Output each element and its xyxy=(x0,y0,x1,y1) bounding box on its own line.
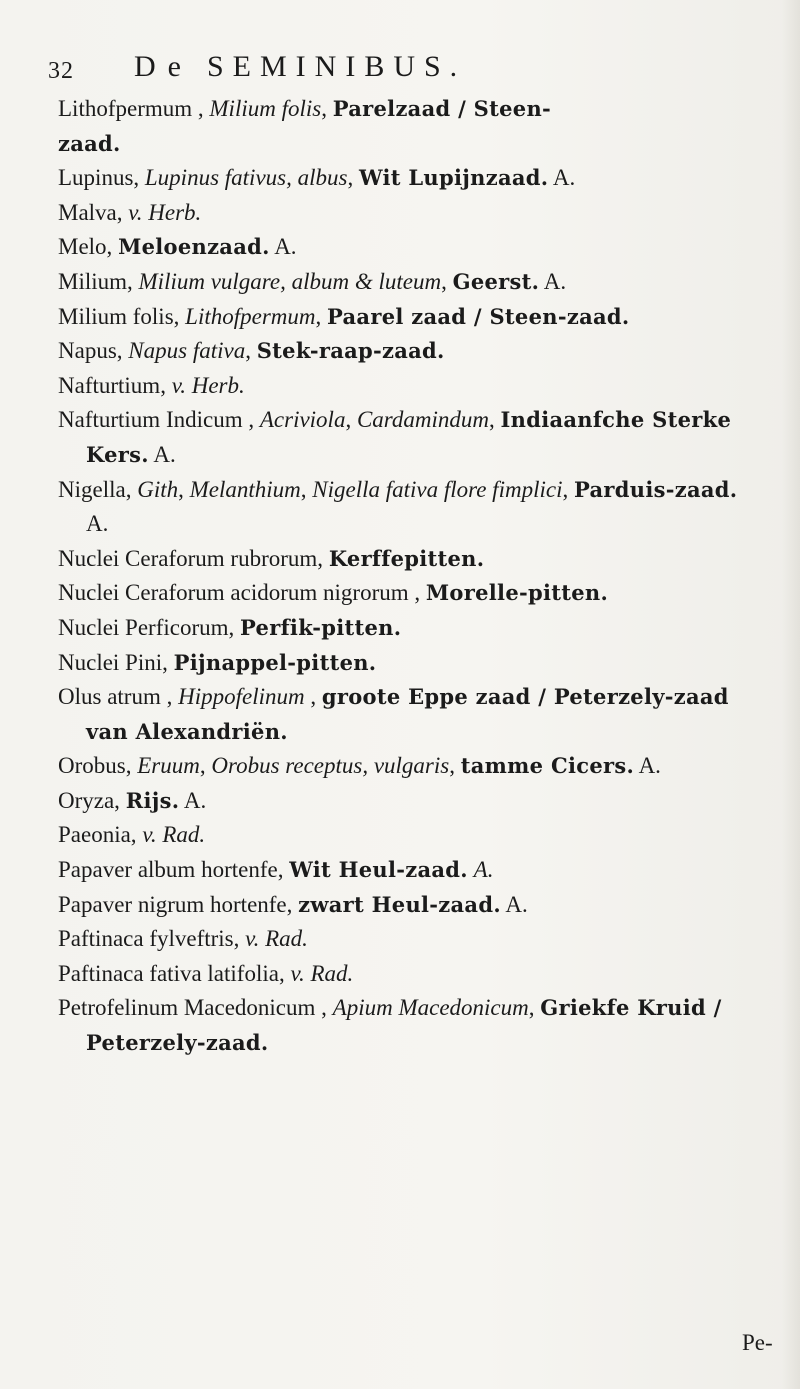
dutch-name: zwart Heul-zaad. xyxy=(298,891,501,917)
entry-text: , xyxy=(321,96,333,121)
entry xyxy=(58,991,764,1060)
entry-text: , xyxy=(347,165,359,191)
dutch-name: Rijs. xyxy=(125,787,180,813)
entry-text: Olus atrum , xyxy=(58,684,179,710)
entry-text: A. xyxy=(86,511,109,537)
dutch-name: Meloenzaad. xyxy=(118,234,270,260)
entry-text: Melo, xyxy=(58,234,119,260)
latin-synonym: v. Herb. xyxy=(128,199,202,225)
entry xyxy=(58,230,764,265)
entry xyxy=(58,818,764,853)
latin-synonym: Melanthium xyxy=(189,476,301,502)
entry-text: , xyxy=(178,476,190,502)
entry-text: Papaver nigrum hortenfe, xyxy=(58,891,299,917)
entry-text: Lithofpermum , xyxy=(58,96,210,121)
page-header xyxy=(48,50,748,90)
page-edge-shadow xyxy=(782,0,800,1389)
latin-synonym: Hippofelinum xyxy=(178,684,305,710)
entry-text: Malva, xyxy=(58,199,129,225)
entry-text: , xyxy=(304,684,322,710)
entry xyxy=(58,646,764,681)
latin-synonym: v. Herb. xyxy=(171,372,245,398)
entry-text: Papaver album hortenfe, xyxy=(58,857,290,883)
latin-synonym: Apium Macedonicum xyxy=(332,995,529,1021)
entry xyxy=(58,300,764,335)
dutch-name: Stek-raap-zaad. xyxy=(256,338,445,364)
latin-synonym: Acriviola xyxy=(259,407,346,433)
entry xyxy=(58,853,764,888)
entry-text: Paeonia, xyxy=(58,822,143,848)
entry-text: A. xyxy=(179,787,207,813)
entry-text: , xyxy=(441,268,453,294)
latin-synonym: v. Rad. xyxy=(142,822,206,848)
dutch-name: groote Eppe zaad / Peterzely-zaad van Alexandriën. xyxy=(86,684,729,744)
entry-text: Nuclei Perficorum, xyxy=(58,614,241,640)
running-title xyxy=(134,50,466,84)
entry-text: Milium, xyxy=(58,268,139,294)
entry xyxy=(58,888,764,923)
entry-text: Nuclei Ceraforum rubrorum, xyxy=(58,545,329,571)
seed-entries-list xyxy=(58,92,764,1061)
entry xyxy=(58,369,764,404)
entry xyxy=(58,611,764,646)
entry-text: , xyxy=(245,338,257,364)
dutch-name: Parelzaad / Steen- xyxy=(332,96,552,121)
entry xyxy=(58,542,764,577)
entry-text: Nafturtium, xyxy=(58,372,172,398)
latin-synonym: Lithofpermum xyxy=(185,303,316,329)
dutch-name: Paarel zaad / Steen-zaad. xyxy=(327,303,630,329)
entry xyxy=(58,749,764,784)
latin-synonym: Milium vulgare, album & luteum xyxy=(138,268,442,294)
entry-text: A. xyxy=(500,891,528,917)
latin-synonym: Cardamindum xyxy=(356,407,490,433)
dutch-name: Wit Heul-zaad. xyxy=(289,857,468,883)
dutch-name: Wit Lupijnzaad. xyxy=(358,165,549,191)
entry xyxy=(58,957,764,992)
entry-text: , xyxy=(562,476,574,502)
entry xyxy=(58,922,764,957)
entry-text: A. xyxy=(269,234,297,260)
entry-text: Orobus, xyxy=(58,753,138,779)
entry-text: Petrofelinum Macedonicum , xyxy=(58,995,333,1021)
running-title-main: SEMINIBUS. xyxy=(206,50,467,83)
dutch-name: Griekfe Kruid / Peterzely-zaad. xyxy=(86,995,722,1056)
entry-text: , xyxy=(489,407,501,433)
entry-text: , xyxy=(449,753,461,779)
entry-text: , xyxy=(300,476,313,502)
entry-text: A. xyxy=(148,441,176,467)
entry-text: Paftinaca fylveftris, xyxy=(58,926,246,952)
entry xyxy=(58,403,764,472)
catchword: Pe- xyxy=(742,1330,773,1355)
entry xyxy=(58,92,764,127)
entry-text: , xyxy=(345,407,357,433)
entry-text: Nafturtium Indicum , xyxy=(58,407,260,433)
entry-text: Napus, xyxy=(58,338,129,364)
entry-text: , xyxy=(315,303,327,329)
entry xyxy=(58,127,764,162)
latin-synonym: v. Rad. xyxy=(290,960,354,986)
latin-synonym: v. Rad. xyxy=(245,926,308,952)
entry xyxy=(58,196,764,231)
entry-text: , xyxy=(199,753,212,779)
entry-text: Paftinaca fativa latifolia, xyxy=(58,960,291,986)
latin-synonym: Lupinus fativus, albus xyxy=(144,165,348,191)
entry xyxy=(58,334,764,369)
entry-text: Nigella, xyxy=(58,476,138,502)
page-number: 32 xyxy=(48,58,74,84)
entry-text: Lupinus, xyxy=(58,165,145,191)
latin-synonym: A. xyxy=(473,857,494,883)
entry xyxy=(58,161,764,196)
entry xyxy=(58,784,764,819)
dutch-name: Morelle-pitten. xyxy=(425,580,609,606)
entry xyxy=(58,576,764,611)
entry-text: , xyxy=(528,995,541,1021)
latin-synonym: Gith xyxy=(137,476,179,502)
dutch-name: Indiaanfche Sterke Kers. xyxy=(86,407,732,467)
entry-text: Nuclei Ceraforum acidorum nigrorum , xyxy=(58,580,426,606)
running-title-de: De xyxy=(134,50,193,83)
entry xyxy=(58,473,764,542)
entry xyxy=(58,680,764,749)
dutch-name: zaad. xyxy=(58,130,121,156)
dutch-name: Perfik-pitten. xyxy=(240,614,402,640)
entry-text: Milium folis, xyxy=(58,303,186,329)
dutch-name: tamme Cicers. xyxy=(460,753,635,779)
entry-text: A. xyxy=(634,753,661,779)
dutch-name: Geerst. xyxy=(452,268,540,294)
dutch-name: Pijnappel-pitten. xyxy=(173,649,377,675)
dutch-name: Kerffepitten. xyxy=(328,545,485,571)
entry-text: Nuclei Pini, xyxy=(58,649,174,675)
latin-synonym: Nigella fativa flore fimplici xyxy=(312,476,563,502)
entry-text: A. xyxy=(548,165,576,191)
latin-synonym: Eruum xyxy=(137,753,200,779)
latin-synonym: Milium folis xyxy=(209,96,322,121)
dutch-name: Parduis-zaad. xyxy=(573,476,738,502)
latin-synonym: Orobus receptus, vulgaris xyxy=(211,753,450,779)
entry-text: A. xyxy=(539,268,567,294)
entry-text: Oryza, xyxy=(58,787,126,813)
latin-synonym: Napus fativa xyxy=(128,338,246,364)
entry xyxy=(58,265,764,300)
